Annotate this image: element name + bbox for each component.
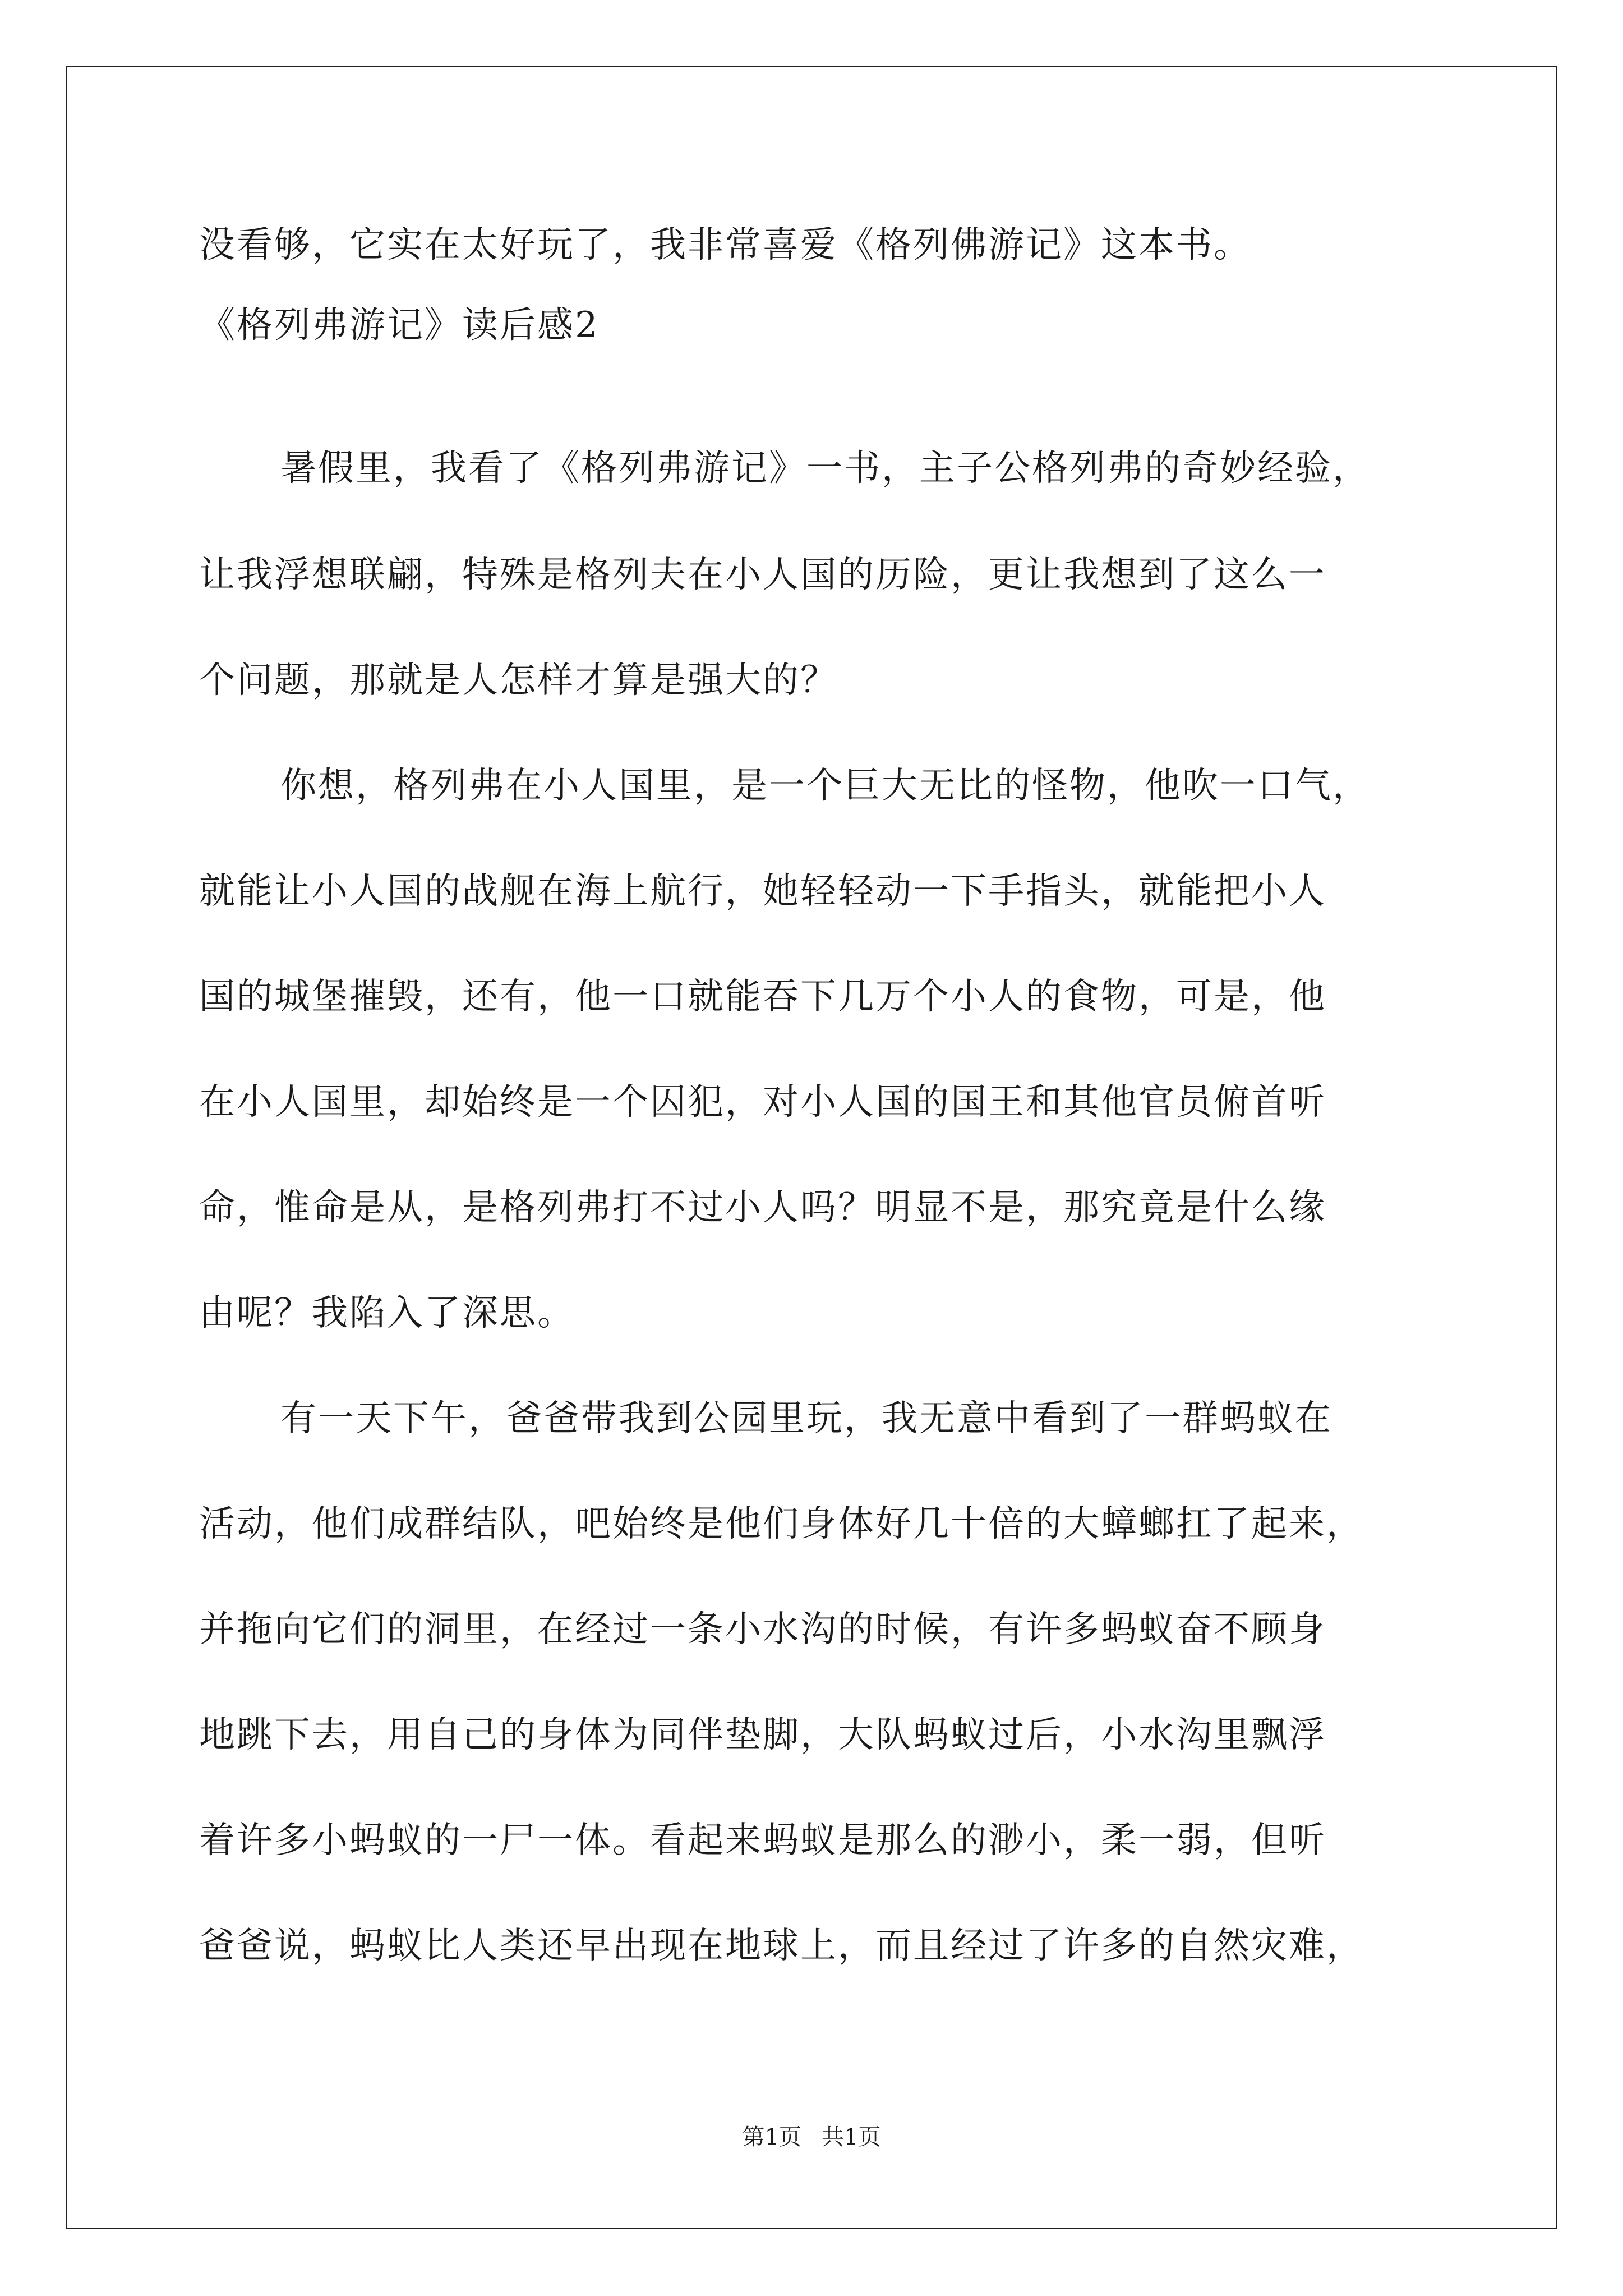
paragraph-line-8: 在小人国里，却始终是一个囚犯，对小人国的国王和其他官员俯首听 [199,1082,1326,1123]
paragraph-line-5: 你想，格列弗在小人国里，是一个巨大无比的怪物，他吹一口气， [280,765,1370,807]
paragraph-line-4: 个问题，那就是人怎样才算是强大的？ [199,660,838,701]
paragraph-line-3: 让我浮想联翩，特殊是格列夫在小人国的历险，更让我想到了这么一 [199,554,1326,596]
paragraph-line-2: 暑假里，我看了《格列弗游记》一书，主子公格列弗的奇妙经验， [280,448,1370,489]
paragraph-line-16: 爸爸说，蚂蚁比人类还早出现在地球上，而且经过了许多的自然灾难， [199,1925,1364,1967]
section-heading: 《格列弗游记》读后感2 [199,305,600,346]
paragraph-line-10: 由呢？我陷入了深思。 [199,1292,575,1334]
paragraph-line-13: 并拖向它们的洞里，在经过一条小水沟的时候，有许多蚂蚁奋不顾身 [199,1609,1326,1650]
paragraph-line-1: 没看够，它实在太好玩了，我非常喜爱《格列佛游记》这本书。 [199,224,1251,266]
paragraph-line-14: 地跳下去，用自己的身体为同伴垫脚，大队蚂蚁过后，小水沟里飘浮 [199,1714,1326,1756]
page-footer [0,2126,1623,2148]
page-number: 第1页 [742,2124,801,2150]
paragraph-line-12: 活动，他们成群结队，吧始终是他们身体好几十倍的大蟑螂扛了起来， [199,1503,1364,1545]
page-border [66,66,1557,2229]
page-total: 共1页 [822,2124,881,2150]
paragraph-line-7: 国的城堡摧毁，还有，他一口就能吞下几万个小人的食物，可是，他 [199,976,1326,1018]
paragraph-line-9: 命，惟命是从，是格列弗打不过小人吗？明显不是，那究竟是什么缘 [199,1187,1326,1228]
paragraph-line-15: 着许多小蚂蚁的一尸一体。看起来蚂蚁是那么的渺小，柔一弱，但听 [199,1820,1326,1861]
paragraph-line-6: 就能让小人国的战舰在海上航行，她轻轻动一下手指头，就能把小人 [199,871,1326,912]
paragraph-line-11: 有一天下午，爸爸带我到公园里玩，我无意中看到了一群蚂蚁在 [280,1398,1332,1439]
